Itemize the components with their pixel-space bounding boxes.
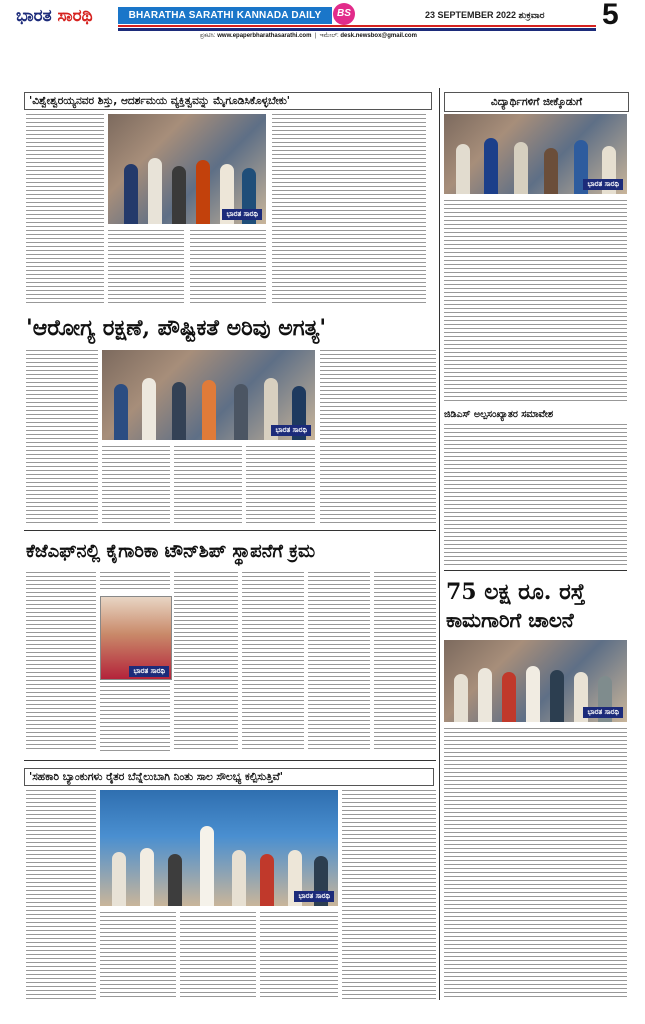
article-5-text — [374, 572, 436, 752]
section-divider — [444, 570, 627, 571]
contact-line: ಪ್ರಕಟಿಸಿ: www.epaperbharathasarathi.com | ಇಮೇಲ್: desk.newsbox@gmail.com — [200, 33, 417, 39]
article-7-text — [100, 912, 176, 1000]
column-divider — [439, 88, 440, 1000]
page-number: 5 — [602, 0, 619, 31]
article-3-text — [174, 446, 242, 526]
section-divider — [24, 530, 436, 531]
article-3-text — [246, 446, 315, 526]
article-1-photo: ಭಾರತ ಸಾರಥಿ — [108, 114, 266, 224]
article-1-text — [26, 114, 104, 306]
article-7-headline: 'ಸಹಕಾರಿ ಬ್ಯಾಂಕುಗಳು ರೈತರ ಬೆನ್ನೆಲುಬಾಗಿ ನಿಂತು ಸಾಲ ಸೌಲಭ್ಯ ಕಲ್ಪಿಸುತ್ತಿವೆ' — [24, 768, 434, 786]
article-1-headline: 'ವಿಶ್ವೇಶ್ವರಯ್ಯನವರ ಶಿಸ್ತು, ಆದರ್ಶಮಯ ವ್ಯಕ್ತಿತ್ವವನ್ನು ಮೈಗೂಡಿಸಿಕೊಳ್ಳಬೇಕು' — [24, 92, 432, 110]
article-6-headline-line-1: 75 ಲಕ್ಷ ರೂ. ರಸ್ತೆ — [446, 579, 586, 605]
article-2-headline: ವಿದ್ಯಾರ್ಥಿಗಳಿಗೆ ಜೀಕ್ಕೊಡುಗೆ — [444, 92, 629, 112]
article-7-text — [342, 790, 436, 1000]
masthead — [0, 0, 645, 40]
article-7-text — [180, 912, 256, 1000]
article-1-text — [108, 230, 184, 306]
article-7-photo: ಭಾರತ ಸಾರಥಿ — [100, 790, 338, 906]
article-7-text — [260, 912, 338, 1000]
article-3-headline: 'ಆರೋಗ್ಯ ರಕ್ಷಣೆ, ಪೌಷ್ಟಿಕತೆ ಅರಿವು ಅಗತ್ಯ' — [26, 315, 327, 341]
article-6-text — [444, 728, 627, 1000]
article-6-photo: ಭಾರತ ಸಾರಥಿ — [444, 640, 627, 722]
masthead-stripe — [118, 25, 596, 31]
article-5-text — [242, 572, 304, 752]
article-6-headline-line-2: ಕಾಮಗಾರಿಗೆ ಚಾಲನೆ — [446, 608, 574, 632]
article-3-text — [320, 350, 436, 526]
article-2-photo: ಭಾರತ ಸಾರಥಿ — [444, 114, 627, 194]
website-link[interactable]: www.epaperbharathasarathi.com — [217, 33, 312, 39]
article-2-text — [444, 200, 627, 402]
article-5-text — [26, 572, 96, 752]
article-5-text — [100, 682, 170, 752]
email-link[interactable]: desk.newsbox@gmail.com — [340, 33, 417, 39]
section-divider — [24, 760, 436, 761]
article-4-headline: ಜಿಡಿಎಸ್ ಅಲ್ಪಸಂಖ್ಯಾತರ ಸಮಾವೇಶ — [444, 409, 554, 420]
article-5-text — [174, 572, 238, 752]
article-5-portrait: ಭಾರತ ಸಾರಥಿ — [100, 596, 172, 680]
article-3-text — [102, 446, 170, 526]
article-4-text — [444, 424, 627, 566]
article-3-text — [26, 350, 98, 526]
article-3-photo: ಭಾರತ ಸಾರಥಿ — [102, 350, 315, 440]
article-5-headline: ಕೆಜೆಎಫ್‌ನಲ್ಲಿ ಕೈಗಾರಿಕಾ ಟೌನ್‌ಶಿಪ್ ಸ್ಥಾಪನೆಗೆ ಕ್ರಮ — [26, 541, 316, 562]
article-1-text — [272, 114, 426, 306]
article-5-text — [308, 572, 370, 752]
newspaper-logo: ಭಾರತ ಸಾರಥಿ — [16, 6, 93, 26]
issue-date: 23 SEPTEMBER 2022 ಶುಕ್ರವಾರ — [425, 10, 545, 20]
article-5-text — [100, 572, 170, 592]
article-1-text — [190, 230, 266, 306]
article-7-text — [26, 790, 96, 1000]
newspaper-banner: BHARATHA SARATHI KANNADA DAILY — [118, 7, 332, 24]
bs-logo-icon: BS — [333, 3, 355, 25]
